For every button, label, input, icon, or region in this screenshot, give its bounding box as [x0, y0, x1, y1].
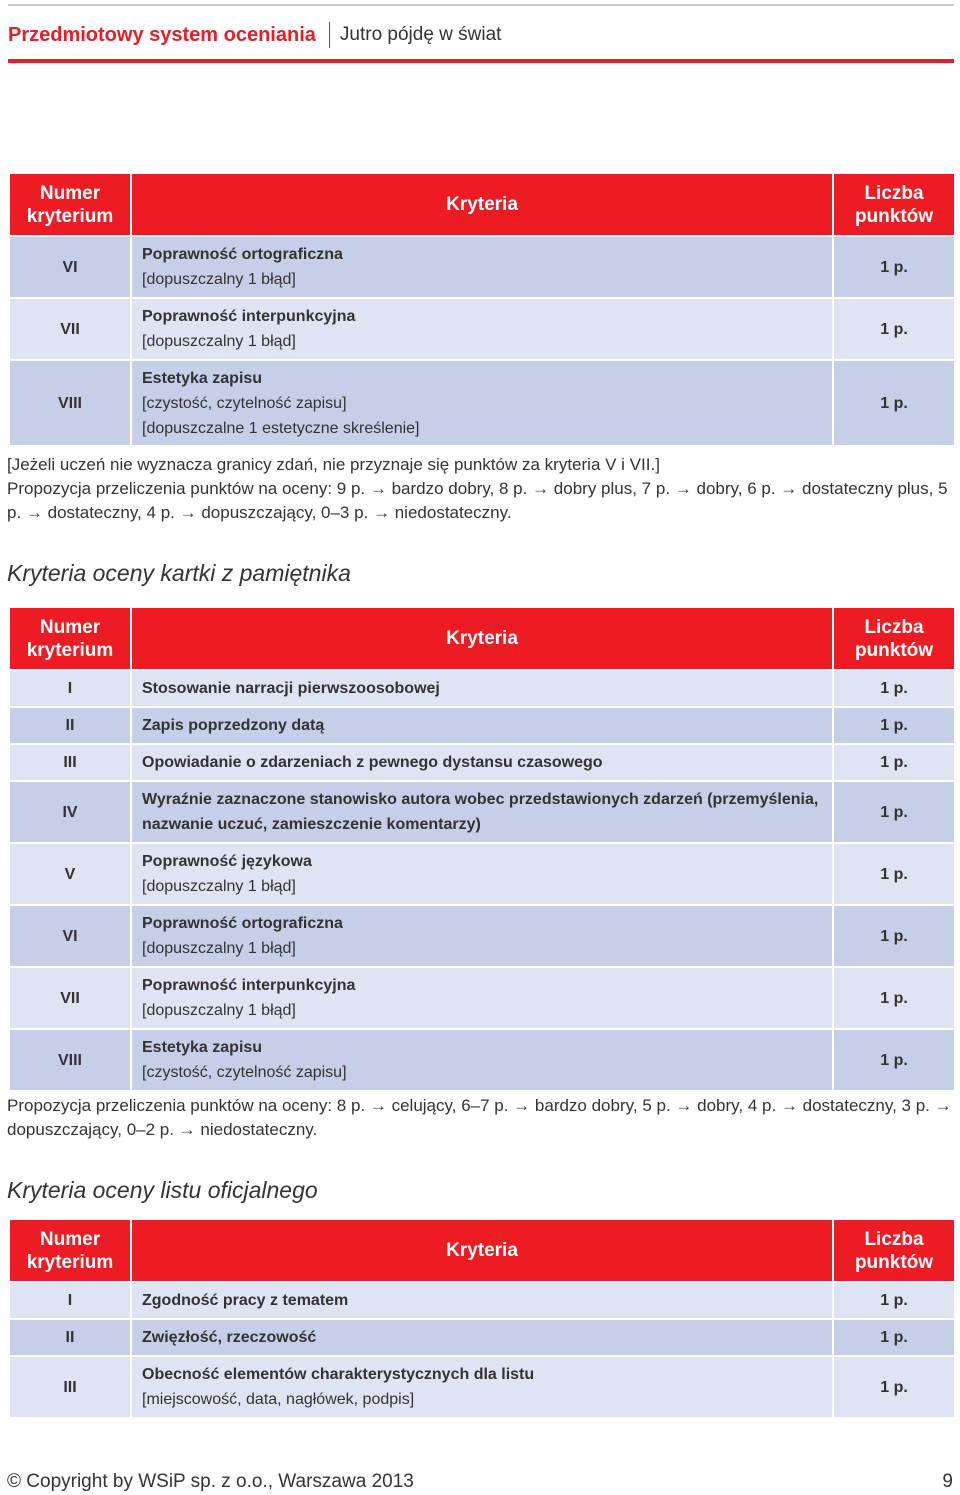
- criterion-points: 1 p.: [833, 236, 955, 298]
- criterion-points: 1 p.: [833, 1319, 955, 1356]
- header-criteria: Kryteria: [131, 173, 833, 236]
- criteria-table-2: [8, 606, 956, 1092]
- table1-note: [Jeżeli uczeń nie wyznacza granicy zdań, nie przyznaje się punktów za kryteria V i VII.]: [7, 455, 660, 474]
- criterion-title: Poprawność interpunkcyjna: [142, 308, 356, 325]
- criterion-detail: [dopuszczalne 1 estetyczne skreślenie]: [142, 419, 420, 437]
- criterion-title: Zgodność pracy z tematem: [142, 1292, 349, 1309]
- criterion-title: Poprawność ortograficzna: [142, 246, 343, 263]
- criterion-points: 1 p.: [833, 905, 955, 967]
- header-points: Liczba punktów: [833, 1219, 955, 1282]
- table-row: [9, 707, 955, 744]
- criterion-detail: [miejscowość, data, nagłówek, podpis]: [142, 1391, 415, 1408]
- criterion-detail: [dopuszczalny 1 błąd]: [142, 333, 296, 350]
- table-row: [9, 1029, 955, 1091]
- criterion-cell: [131, 843, 833, 905]
- criterion-cell: [131, 781, 833, 843]
- criterion-detail: [dopuszczalny 1 błąd]: [142, 940, 296, 957]
- criterion-title: Poprawność językowa: [142, 853, 312, 870]
- header-points: Liczba punktów: [833, 607, 955, 670]
- criterion-number: II: [9, 707, 131, 744]
- criterion-points: 1 p.: [833, 1282, 955, 1319]
- criterion-points: 1 p.: [833, 360, 955, 446]
- header-number: Numer kryterium: [9, 1219, 131, 1282]
- criterion-title: Obecność elementów charakterystycznych dla listu: [142, 1366, 535, 1383]
- criterion-points: 1 p.: [833, 670, 955, 707]
- header-criteria: Kryteria: [131, 1219, 833, 1282]
- criterion-points: 1 p.: [833, 1356, 955, 1418]
- criterion-number: III: [9, 744, 131, 781]
- criterion-number: VII: [9, 967, 131, 1029]
- criterion-cell: [131, 298, 833, 360]
- criteria-table-1: [8, 172, 956, 447]
- copyright-text: © Copyright by WSiP sp. z o.o., Warszawa 2013: [7, 1471, 414, 1492]
- criterion-number: VI: [9, 905, 131, 967]
- section3-title: Kryteria oceny listu oficjalnego: [7, 1177, 318, 1203]
- criteria-table-3: [8, 1218, 956, 1419]
- criterion-number: I: [9, 1282, 131, 1319]
- criterion-number: VIII: [9, 360, 131, 446]
- section2-title: Kryteria oceny kartki z pamiętnika: [7, 560, 351, 586]
- table-row: [9, 744, 955, 781]
- section2-conversion: Propozycja przeliczenia punktów na oceny: 8 p. → celujący, 6–7 p. → bardzo dobry, 5 p. → dobry, 4 p. → dostateczny, 3 p. → dopuszczający, 0–2 p. → niedostateczny.: [7, 1096, 952, 1139]
- table-row: [9, 298, 955, 360]
- criterion-cell: [131, 670, 833, 707]
- table-row: [9, 360, 955, 446]
- table-row: [9, 236, 955, 298]
- page-footer: [7, 1469, 953, 1495]
- criterion-number: II: [9, 1319, 131, 1356]
- header-number: Numer kryterium: [9, 607, 131, 670]
- criterion-title: Poprawność interpunkcyjna: [142, 977, 356, 994]
- criterion-cell: [131, 236, 833, 298]
- criterion-detail: [czystość, czytelność zapisu]: [142, 394, 347, 412]
- table-row: [9, 670, 955, 707]
- criterion-title: Wyraźnie zaznaczone stanowisko autora wobec przedstawionych zdarzeń (przemyślenia, nazwanie uczuć, zamieszczenie komentarzy): [142, 791, 819, 833]
- criterion-title: Zapis poprzedzony datą: [142, 717, 325, 734]
- criterion-cell: [131, 967, 833, 1029]
- criterion-number: I: [9, 670, 131, 707]
- criterion-points: 1 p.: [833, 781, 955, 843]
- header-subtitle: Jutro pójdę w świat: [339, 24, 502, 45]
- header-separator: [329, 22, 330, 48]
- page-number: 9: [942, 1471, 953, 1492]
- criterion-title: Opowiadanie o zdarzeniach z pewnego dystansu czasowego: [142, 754, 603, 771]
- criterion-points: 1 p.: [833, 1029, 955, 1091]
- table-row: [9, 843, 955, 905]
- table-row: [9, 1319, 955, 1356]
- criterion-number: VII: [9, 298, 131, 360]
- criterion-detail: [dopuszczalny 1 błąd]: [142, 271, 296, 288]
- criterion-cell: [131, 707, 833, 744]
- top-rule: [8, 4, 954, 6]
- criterion-title: Zwięzłość, rzeczowość: [142, 1329, 317, 1346]
- criterion-title: Estetyka zapisu: [142, 1039, 263, 1056]
- criterion-number: V: [9, 843, 131, 905]
- table-row: [9, 1356, 955, 1418]
- criterion-cell: [131, 1029, 833, 1091]
- criterion-cell: [131, 1319, 833, 1356]
- criterion-title: Stosowanie narracji pierwszoosobowej: [142, 680, 440, 697]
- criterion-title: Poprawność ortograficzna: [142, 915, 343, 932]
- criterion-points: 1 p.: [833, 967, 955, 1029]
- table-row: [9, 1282, 955, 1319]
- header-points: Liczba punktów: [833, 173, 955, 236]
- criterion-cell: [131, 360, 833, 446]
- criterion-number: III: [9, 1356, 131, 1418]
- header-number: Numer kryterium: [9, 173, 131, 236]
- page-header: [8, 20, 954, 50]
- criterion-number: VIII: [9, 1029, 131, 1091]
- criterion-detail: [czystość, czytelność zapisu]: [142, 1064, 347, 1081]
- criterion-cell: [131, 744, 833, 781]
- criterion-points: 1 p.: [833, 843, 955, 905]
- table-row: [9, 905, 955, 967]
- criterion-points: 1 p.: [833, 707, 955, 744]
- criterion-points: 1 p.: [833, 298, 955, 360]
- table-row: [9, 967, 955, 1029]
- criterion-detail: [dopuszczalny 1 błąd]: [142, 878, 296, 895]
- table1-conversion: Propozycja przeliczenia punktów na oceny: 9 p. → bardzo dobry, 8 p. → dobry plus, 7 p. → dobry, 6 p. → dostateczny plus, 5 p. → dostateczny, 4 p. → dopuszczający, 0–3 p. → niedostateczny.: [7, 479, 948, 522]
- header-title: Przedmiotowy system oceniania: [8, 23, 316, 46]
- header-criteria: Kryteria: [131, 607, 833, 670]
- criterion-number: IV: [9, 781, 131, 843]
- criterion-cell: [131, 905, 833, 967]
- criterion-cell: [131, 1356, 833, 1418]
- header-rule: [8, 59, 954, 63]
- criterion-title: Estetyka zapisu: [142, 369, 263, 387]
- criterion-detail: [dopuszczalny 1 błąd]: [142, 1002, 296, 1019]
- table-row: [9, 781, 955, 843]
- criterion-number: VI: [9, 236, 131, 298]
- criterion-points: 1 p.: [833, 744, 955, 781]
- criterion-cell: [131, 1282, 833, 1319]
